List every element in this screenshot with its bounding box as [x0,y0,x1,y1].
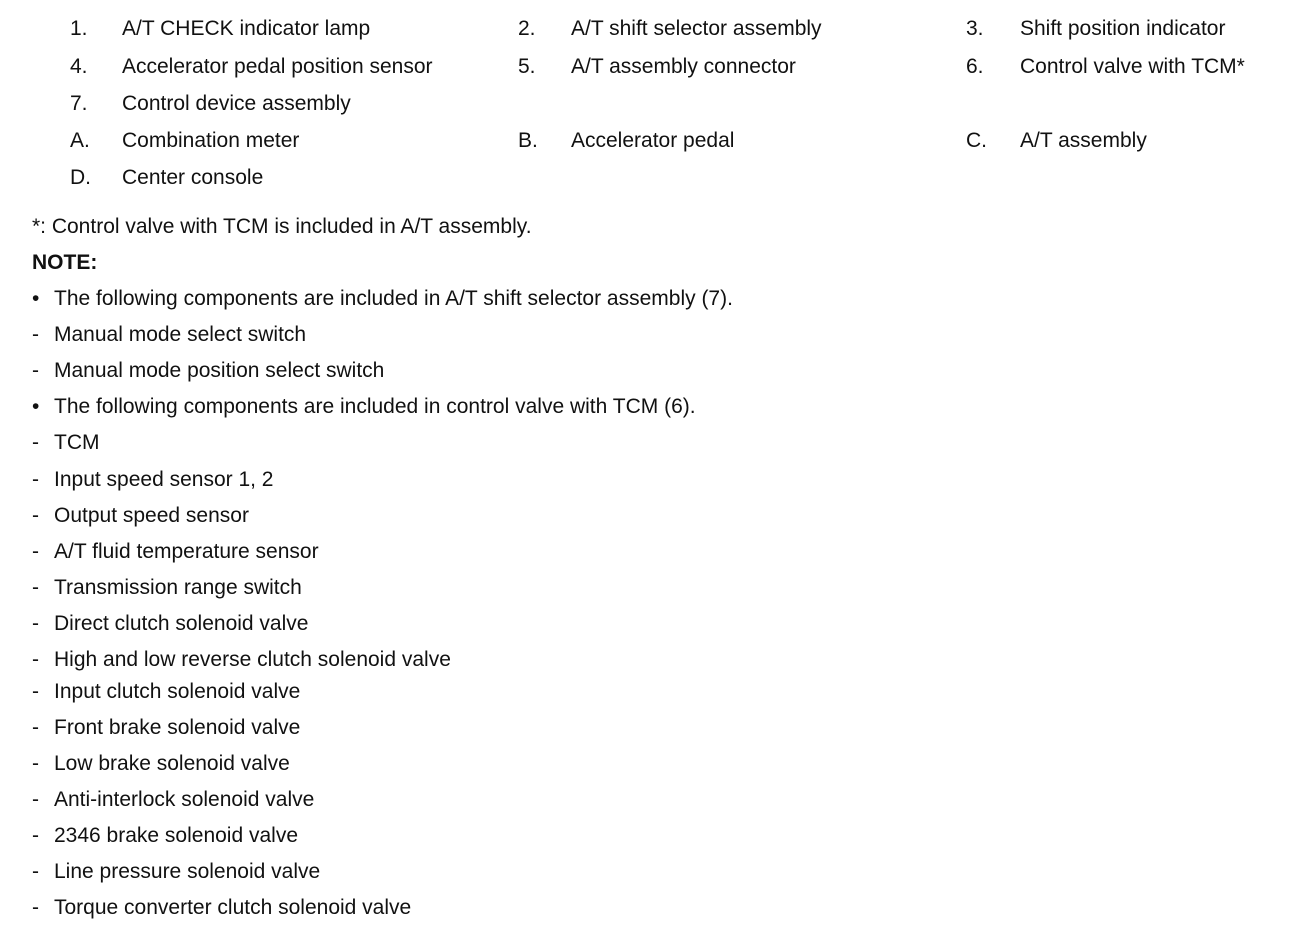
dash-marker: - [32,431,39,454]
note-text: Output speed sensor [54,504,249,527]
note-text: The following components are included in control valve with TCM (6). [54,395,696,418]
dash-marker: - [32,540,39,563]
legend-label: Control valve with TCM* [1020,55,1245,78]
legend-label: Combination meter [122,129,300,152]
legend-label: Shift position indicator [1020,17,1226,40]
note-heading: NOTE: [32,251,98,274]
dash-marker: - [32,860,39,883]
note-text: Anti-interlock solenoid valve [54,788,315,811]
legend-label: Accelerator pedal [571,129,735,152]
legend-label: A/T shift selector assembly [571,17,822,40]
dash-marker: - [32,680,39,703]
dash-marker: - [32,612,39,635]
dash-marker: - [32,752,39,775]
legend-number: 6. [966,55,984,78]
legend-number: 2. [518,17,536,40]
note-text: Line pressure solenoid valve [54,860,321,883]
legend-number: C. [966,129,987,152]
note-text: The following components are included in A/T shift selector assembly (7). [54,287,733,310]
note-text: 2346 brake solenoid valve [54,824,299,847]
note-text: Manual mode position select switch [54,359,385,382]
note-text: Input speed sensor 1, 2 [54,468,274,491]
legend-number: 4. [70,55,88,78]
note-text: Input clutch solenoid valve [54,680,301,703]
bullet-marker: • [32,287,40,310]
legend-number: 5. [518,55,536,78]
footnote: *: Control valve with TCM is included in A/T assembly. [32,215,532,238]
dash-marker: - [32,576,39,599]
note-text: Front brake solenoid valve [54,716,301,739]
legend-label: Control device assembly [122,92,351,115]
legend-label: A/T assembly [1020,129,1147,152]
bullet-marker: • [32,395,40,418]
dash-marker: - [32,359,39,382]
legend-number: D. [70,166,91,189]
dash-marker: - [32,896,39,919]
legend-number: B. [518,129,538,152]
dash-marker: - [32,468,39,491]
legend-number: A. [70,129,90,152]
legend-number: 7. [70,92,88,115]
legend-label: A/T CHECK indicator lamp [122,17,371,40]
note-text: TCM [54,431,100,454]
dash-marker: - [32,788,39,811]
legend-label: Accelerator pedal position sensor [122,55,433,78]
note-text: Low brake solenoid valve [54,752,290,775]
note-text: Torque converter clutch solenoid valve [54,896,412,919]
dash-marker: - [32,504,39,527]
dash-marker: - [32,824,39,847]
legend-number: 1. [70,17,88,40]
legend-number: 3. [966,17,984,40]
legend-label: A/T assembly connector [571,55,796,78]
dash-marker: - [32,323,39,346]
note-text: High and low reverse clutch solenoid valve [54,648,451,671]
note-text: A/T fluid temperature sensor [54,540,319,563]
legend-label: Center console [122,166,264,189]
dash-marker: - [32,648,39,671]
note-text: Manual mode select switch [54,323,307,346]
note-text: Transmission range switch [54,576,302,599]
note-text: Direct clutch solenoid valve [54,612,309,635]
dash-marker: - [32,716,39,739]
